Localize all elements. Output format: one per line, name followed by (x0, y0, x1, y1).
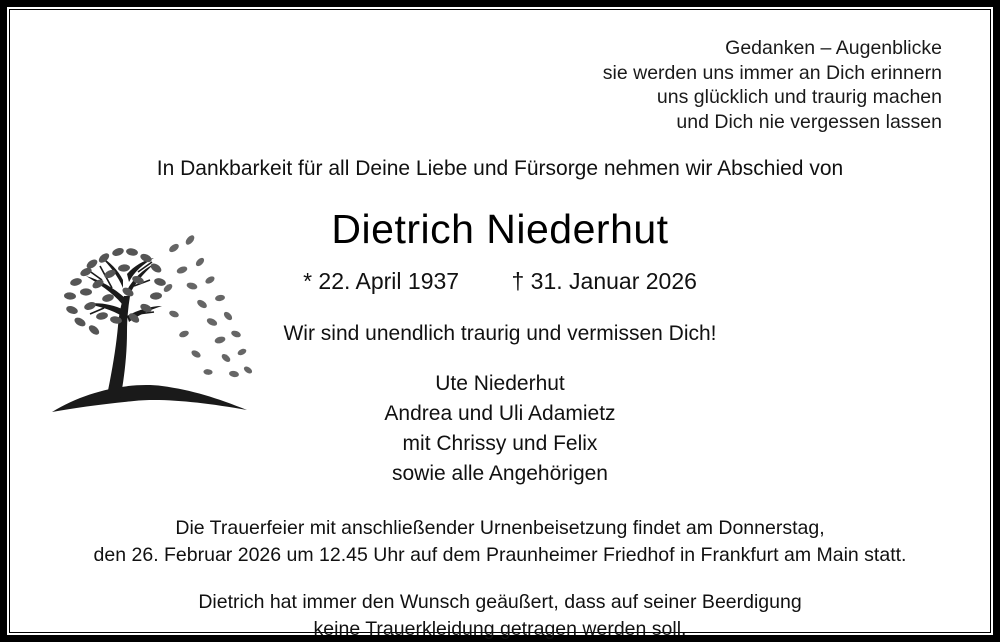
death-date: † 31. Januar 2026 (511, 268, 697, 294)
wish-line-1: Dietrich hat immer den Wunsch geäußert, dass auf seiner Beerdigung (198, 591, 802, 613)
poem-line-3: uns glücklich und traurig machen (656, 86, 942, 108)
family-line-3: mit Chrissy und Felix (402, 432, 598, 455)
poem-line-2: sie werden uns immer an Dich erinnern (602, 61, 942, 84)
poem-line-1: Gedanken – Augenblicke (725, 37, 942, 59)
poem-block (38, 28, 962, 134)
lead-text: In Dankbarkeit für all Deine Liebe und Fürsorge nehmen wir Abschied von (156, 157, 844, 180)
mourning-line: Wir sind unendlich traurig und vermissen Dich! (283, 322, 717, 345)
ceremony-line-1: Die Trauerfeier mit anschließender Urnenbeisetzung findet am Donnerstag, (175, 517, 825, 539)
wish-line-2: keine Trauerkleidung getragen werden soll. (313, 618, 687, 640)
deceased-name: Dietrich Niederhut (331, 206, 669, 252)
birth-date: * 22. April 1937 (303, 268, 460, 294)
windblown-tree-icon (42, 222, 272, 427)
tree-illustration (42, 222, 272, 427)
poem-line-4: und Dich nie vergessen lassen (676, 110, 942, 133)
wish-block (38, 589, 962, 642)
family-line-1: Ute Niederhut (435, 372, 565, 395)
family-line-4: sowie alle Angehörigen (392, 462, 608, 485)
family-line-2: Andrea und Uli Adamietz (384, 402, 616, 425)
ceremony-line-2: den 26. Februar 2026 um 12.45 Uhr auf dem Praunheimer Friedhof in Frankfurt am Main statt. (93, 544, 907, 566)
ceremony-block (38, 515, 962, 569)
